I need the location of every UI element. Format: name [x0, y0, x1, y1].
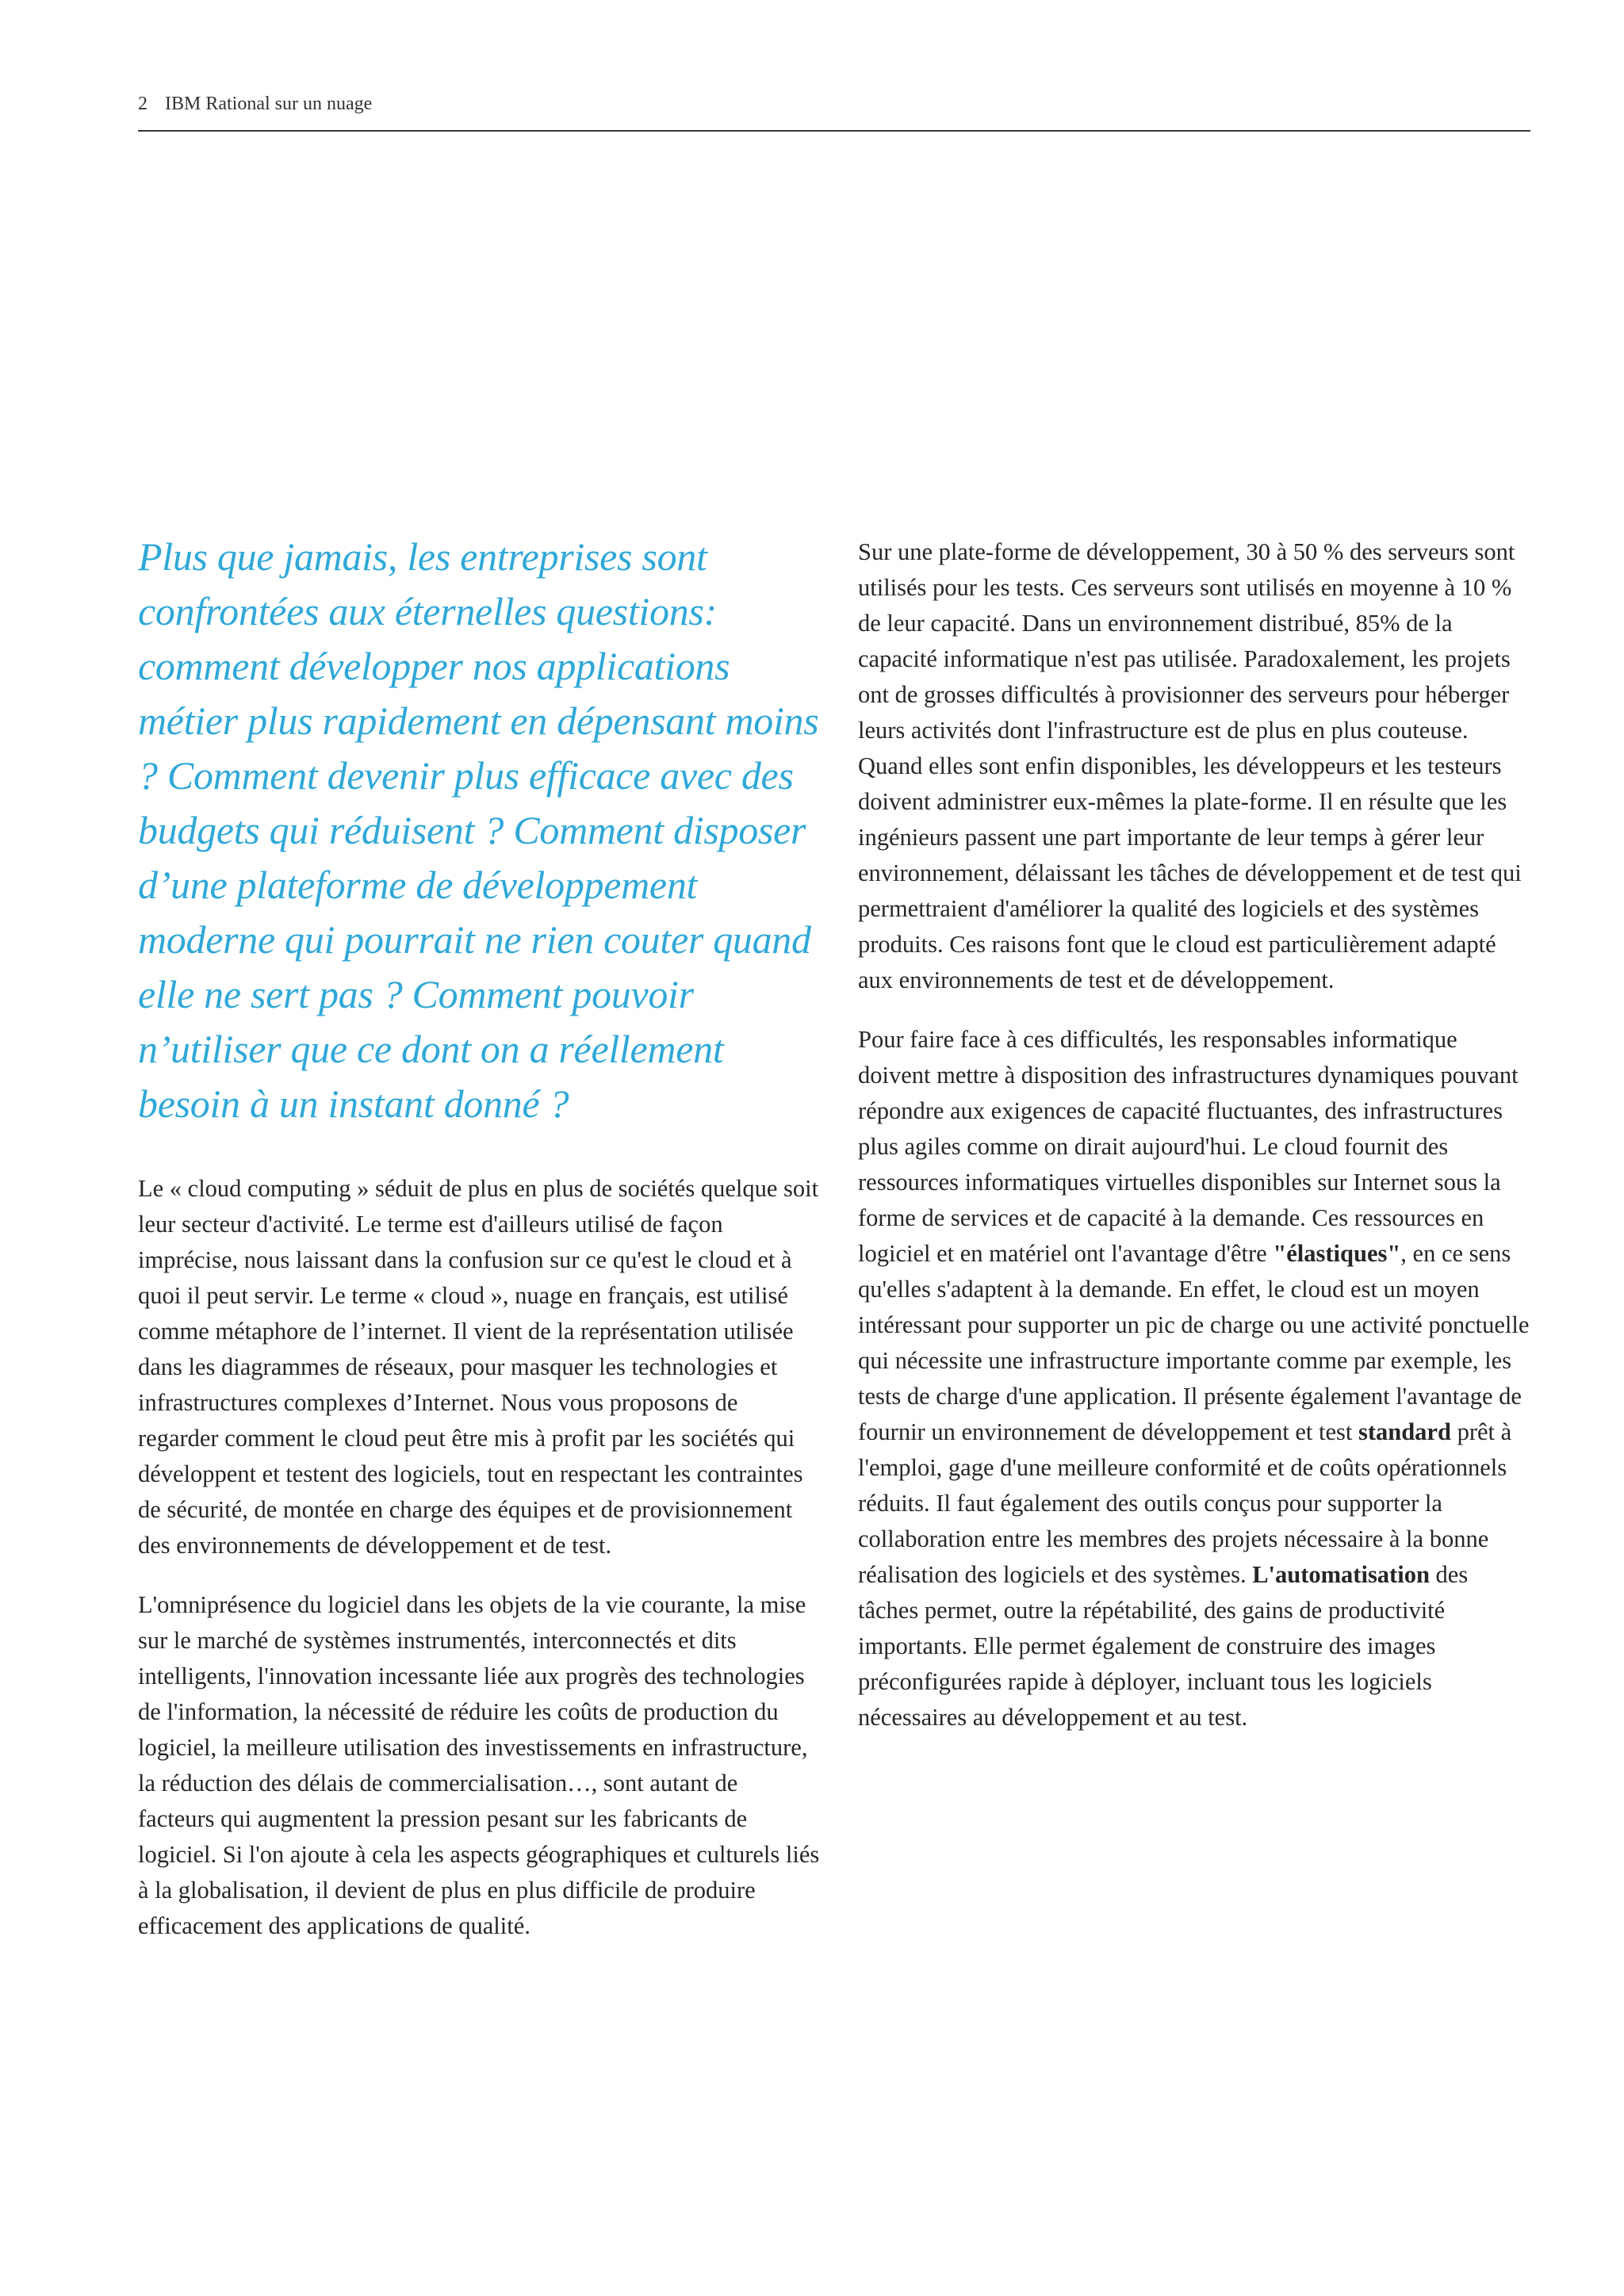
paragraph-server-usage: Sur une plate-forme de développement, 30 à 50 % des serveurs sont utilisés pour les tests. Ces serveurs sont utilisés en moyenne à 10 % de leur capacité. Dans un environnement distribué, 85% de la capacité informatique n'est pas utilisée. Paradoxalement, les projets ont de grosses difficultés à provisionner des serveurs pour héberger leurs activités dont l'infrastructure est de plus en plus couteuse. Quand elles sont enfin disponibles, les développeurs et les testeurs doivent administrer eux-mêmes la plate-forme. Il en résulte que les ingénieurs passent une part importante de leur temps à gérer leur environnement, délaissant les tâches de développement et de test qui permettraient d'améliorer la qualité des logiciels et des systèmes produits. Ces raisons font que le cloud est particulièrement adapté aux environnements de test et de développement.	[858, 538, 1522, 993]
paragraph-software-pressure: L'omniprésence du logiciel dans les objets de la vie courante, la mise sur le marché de systèmes instrumentés, interconnectés et dits intelligents, l'innovation incessante liée aux progrès des technologies de l'information, la nécessité de réduire les coûts de production du logiciel, la meilleure utilisation des investissements en infrastructure, la réduction des délais de commercialisation…, sont autant de facteurs qui augmentent la pression pesant sur les fabricants de logiciel. Si l'on ajoute à cela les aspects géographiques et culturels liés à la globalisation, il devient de plus en plus difficile de produire efficacement des applications de qualité.	[138, 1591, 820, 1939]
document-title: IBM Rational sur un nuage	[165, 94, 373, 114]
right-column	[858, 534, 1530, 1759]
text-segment: des tâches permet, outre la répétabilité, des gains de productivité importants. Elle permet également de construire des images préconfigurées rapide à déployer, incluant tous les logiciels nécessaires au développement et au test.	[858, 1561, 1469, 1731]
pull-quote: Plus que jamais, les entreprises sont confrontées aux éternelles questions: comment développer nos applications métier plus rapidement en dépensant moins ? Comment devenir plus efficace avec des budgets qui réduisent ? Comment disposer d’une plateforme de développement moderne qui pourrait ne rien couter quand elle ne sert pas ? Comment pouvoir n’utiliser que ce dont on a réellement besoin à un instant donné ?	[138, 534, 819, 1126]
page-header	[138, 94, 1530, 132]
text-segment: prêt à l'emploi, gage d'une meilleure conformité et de coûts opérationnels réduits. Il faut également des outils conçus pour supporter la collaboration entre les membres des projets nécessaire à la bonne réalisation des logiciels et des systèmes.	[858, 1418, 1512, 1588]
emphasis-elastiques: "élastiques"	[1273, 1240, 1401, 1267]
left-column	[138, 1171, 820, 1968]
emphasis-automatisation: L'automatisation	[1252, 1561, 1430, 1588]
text-segment: Pour faire face à ces difficultés, les responsables informatique doivent mettre à disposition des infrastructures dynamiques pouvant répondre aux exigences de capacité fluctuantes, des infrastructures plus agiles comme on dirait aujourd'hui. Le cloud fournit des ressources informatiques virtuelles disponibles sur Internet sous la forme de services et de capacité à la demande. Ces ressources en logiciel et en matériel ont l'avantage d'être	[858, 1026, 1519, 1267]
page-number: 2	[138, 94, 147, 114]
text-segment: , en ce sens qu'elles s'adaptent à la demande. En effet, le cloud est un moyen intéressant pour supporter un pic de charge ou une activité ponctuelle qui nécessite une infrastructure importante comme par exemple, les tests de charge d'une application. Il présente également l'avantage de fournir un environnement de développement et test	[858, 1240, 1530, 1445]
paragraph-cloud-intro: Le « cloud computing » séduit de plus en plus de sociétés quelque soit leur secteur d'activité. Le terme est d'ailleurs utilisé de façon imprécise, nous laissant dans la confusion sur ce qu'est le cloud et à quoi il peut servir. Le terme « cloud », nuage en français, est utilisé comme métaphore de l’internet. Il vient de la représentation utilisée dans les diagrammes de réseaux, pour masquer les technologies et infrastructures complexes d’Internet. Nous vous proposons de regarder comment le cloud peut être mis à profit par les sociétés qui développent et testent des logiciels, tout en respectant les contraintes de sécurité, de montée en charge des équipes et de provisionnement des environnements de développement et de test.	[138, 1175, 819, 1559]
paragraph-cloud-benefits	[858, 1022, 1530, 1735]
emphasis-standard: standard	[1358, 1418, 1451, 1445]
